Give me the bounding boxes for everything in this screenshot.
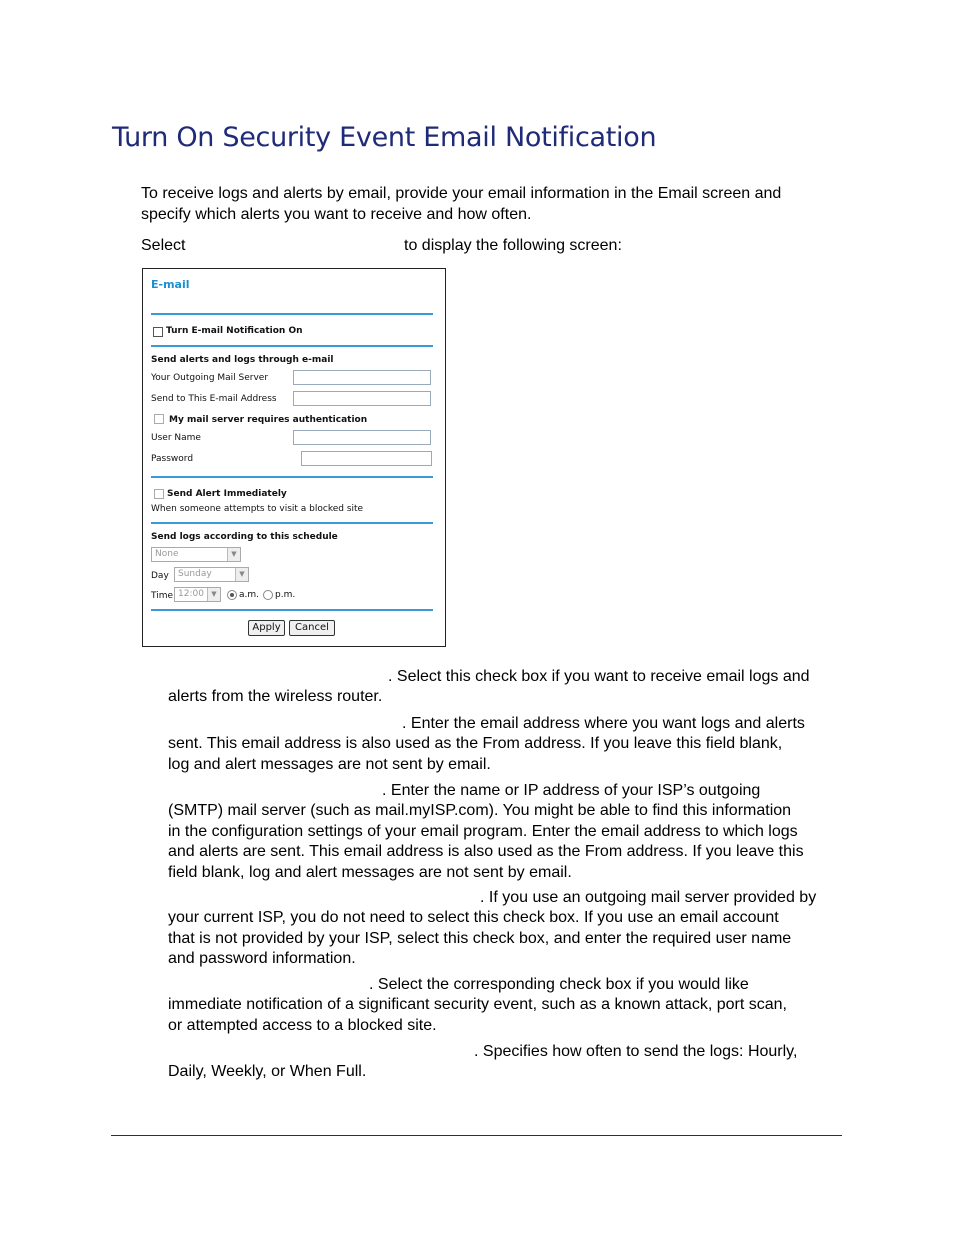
description-line: or attempted access to a blocked site.	[168, 1016, 437, 1034]
select-prefix: Select	[141, 237, 186, 254]
description-line: your current ISP, you do not need to select this check box. If you use an email account	[168, 909, 779, 927]
description-line: that is not provided by your ISP, select this check box, and enter the required user name	[168, 929, 792, 947]
description-line: in the configuration settings of your email program. Enter the email address to which logs	[168, 822, 798, 840]
email-header: E-mail	[151, 278, 190, 291]
mail-server-input[interactable]	[293, 370, 431, 385]
description-line: . Specifies how often to send the logs: Hourly,	[474, 1043, 798, 1060]
intro-line: To receive logs and alerts by email, provide your email information in the Email screen and	[141, 185, 782, 202]
description-line: and password information.	[168, 950, 356, 968]
description-line: (SMTP) mail server (such as mail.myISP.com). You might be able to find this information	[168, 802, 792, 820]
divider	[151, 522, 433, 524]
password-label: Password	[151, 454, 194, 464]
time-value: 12:00	[178, 589, 204, 599]
am-label: a.m.	[239, 590, 260, 600]
chevron-down-icon: ▼	[207, 588, 220, 601]
description-authentication	[168, 888, 848, 970]
apply-button[interactable]: Apply	[248, 620, 285, 636]
schedule-label: Send logs according to this schedule	[151, 532, 338, 542]
cancel-button[interactable]: Cancel	[289, 620, 335, 636]
description-line: log and alert messages are not sent by email.	[168, 755, 491, 773]
description-line: . Select the corresponding check box if you would like	[369, 976, 749, 993]
email-settings-screenshot	[142, 268, 446, 647]
divider	[151, 313, 433, 315]
turn-on-checkbox[interactable]	[153, 327, 163, 337]
description-line: . Enter the email address where you want logs and alerts	[402, 715, 805, 732]
description-send-to	[168, 714, 848, 775]
select-instruction	[141, 236, 622, 257]
divider	[151, 476, 433, 478]
send-alert-description: When someone attempts to visit a blocked site	[151, 504, 364, 514]
intro-paragraph	[141, 184, 781, 225]
description-line: . If you use an outgoing mail server provided by	[480, 889, 817, 906]
chevron-down-icon: ▼	[235, 568, 248, 581]
send-to-email-input[interactable]	[293, 391, 431, 406]
description-line: and alerts are sent. This email address is also used as the From address. If you leave this	[168, 843, 804, 861]
select-suffix: to display the following screen:	[404, 237, 622, 254]
send-alert-checkbox[interactable]	[154, 489, 164, 499]
time-label: Time	[151, 591, 174, 601]
send-to-label: Send to This E-mail Address	[151, 394, 277, 404]
description-line: Daily, Weekly, or When Full.	[168, 1063, 367, 1081]
auth-label: My mail server requires authentication	[169, 415, 368, 425]
turn-on-label: Turn E-mail Notification On	[166, 326, 303, 336]
description-schedule	[168, 1042, 848, 1083]
am-radio[interactable]	[227, 590, 237, 600]
pm-radio[interactable]	[263, 590, 273, 600]
description-line: alerts from the wireless router.	[168, 688, 383, 706]
footer-divider	[111, 1135, 842, 1136]
description-mail-server	[168, 781, 848, 883]
divider	[151, 345, 433, 347]
user-name-label: User Name	[151, 433, 201, 443]
pm-label: p.m.	[275, 590, 296, 600]
send-alert-label: Send Alert Immediately	[167, 489, 287, 499]
schedule-select[interactable]	[151, 547, 241, 562]
chevron-down-icon: ▼	[227, 548, 240, 561]
time-select[interactable]	[174, 587, 221, 602]
description-line: immediate notification of a significant security event, such as a known attack, port scan,	[168, 996, 787, 1014]
description-line: field blank, log and alert messages are not sent by email.	[168, 863, 572, 881]
description-send-alert	[168, 975, 848, 1036]
send-section-label: Send alerts and logs through e-mail	[151, 355, 334, 365]
description-line: . Enter the name or IP address of your ISP’s outgoing	[382, 782, 761, 799]
divider	[151, 609, 433, 611]
description-line: . Select this check box if you want to receive email logs and	[388, 668, 810, 685]
mail-server-label: Your Outgoing Mail Server	[151, 373, 269, 383]
day-label: Day	[151, 571, 169, 581]
description-turn-on	[168, 667, 848, 708]
description-line: sent. This email address is also used as the From address. If you leave this field blank,	[168, 735, 783, 753]
day-select[interactable]	[174, 567, 249, 582]
page-title: Turn On Security Event Email Notification	[112, 122, 657, 153]
user-name-input[interactable]	[293, 430, 431, 445]
auth-checkbox[interactable]	[154, 414, 164, 424]
password-input[interactable]	[301, 451, 432, 466]
schedule-value: None	[155, 549, 179, 559]
intro-line: specify which alerts you want to receive and how often.	[141, 205, 532, 223]
day-value: Sunday	[178, 569, 212, 579]
